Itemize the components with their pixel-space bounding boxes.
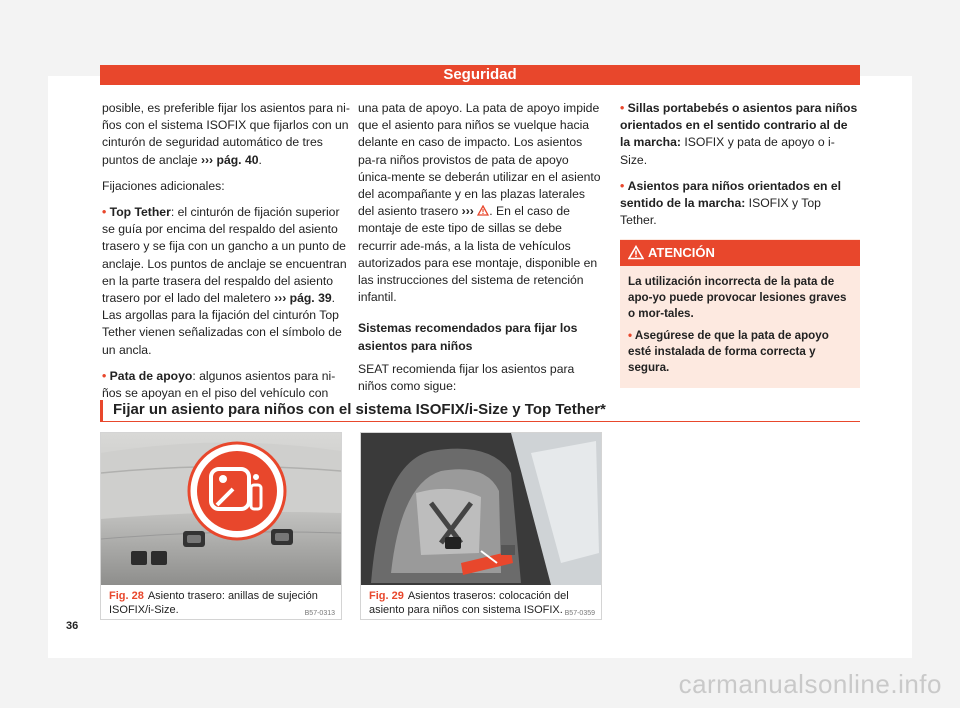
paragraph: una pata de apoyo. La pata de apoyo impide que el asiento para niños se vuelque hacia delante en caso de impacto. Los asientos pa-ra niños provistos de pata de apoyo única-mente se deberán utilizar en el asiento del acompañante y en las plazas laterales del asiento trasero ››› . En el caso de montaje de este tipo de sillas se debe recurrir ade-más, a la lista de vehículos autorizados para ese montaje, disponible en las instrucciones del sistema de retención infantil. <box>358 101 601 305</box>
column-3 <box>620 100 860 388</box>
warning-icon <box>477 205 489 216</box>
figure-code: B57-0359 <box>564 610 595 617</box>
figure-28 <box>100 432 342 620</box>
figure-caption: Fig. 29 Asientos traseros: colocación del asiento para niños con sistema ISOFIX. <box>369 590 569 616</box>
bullet-icon: • <box>102 368 107 383</box>
warning-box <box>620 239 860 388</box>
warning-body: La utilización incorrecta de la pata de apo-yo puede provocar lesiones graves o mor-tales. • Asegúrese de que la pata de apoyo esté instalada de forma correcta y segura. <box>628 275 847 375</box>
column-1 <box>102 100 354 411</box>
figure-caption: Fig. 28 Asiento trasero: anillas de sujeción ISOFIX/i-Size. <box>109 590 318 616</box>
section-title: Fijar un asiento para niños con el sistema ISOFIX/i-Size y Top Tether* <box>100 400 860 422</box>
paragraph: Fijaciones adicionales: <box>102 178 225 193</box>
page-number: 36 <box>66 620 79 632</box>
bullet-icon: • <box>620 178 625 193</box>
isofix-seat-illustration <box>101 433 341 585</box>
subheading: Sistemas recomendados para fijar los asientos para niños <box>358 321 578 353</box>
bullet-icon: • <box>102 205 107 220</box>
watermark: carmanualsonline.info <box>678 669 942 699</box>
figure-image <box>361 433 601 585</box>
paragraph: posible, es preferible fijar los asientos para ni-ños con el sistema ISOFIX que fijarlos con un cinturón de seguridad automático de tres puntos de anclaje ››› pág. 40. <box>102 101 350 167</box>
list-item: • Top Tether: el cinturón de fijación superior se guía por encima del respaldo del asiento trasero y se fija con un gancho a un punto de anclaje. Los puntos de anclaje se encuentran en la parte trasera del respaldo del asiento trasero por el lado del maletero ››› pág. 39. Las argollas para la fijación del cinturón Top Tether vienen señalizadas con el símbolo de un ancla. <box>102 205 347 357</box>
warning-icon <box>628 245 644 260</box>
list-item: • Pata de apoyo: algunos asientos para ni-ños se apoyan en el piso del vehículo con <box>102 368 336 401</box>
list-item: • Asientos para niños orientados en el sentido de la marcha: ISOFIX y Top Tether. <box>620 178 842 228</box>
page-header: Seguridad <box>100 65 860 85</box>
figure-code: B57-0313 <box>304 610 335 617</box>
warning-title: ATENCIÓN <box>648 245 715 261</box>
figure-image <box>101 433 341 585</box>
warning-header <box>620 240 860 266</box>
page-reference[interactable]: ››› <box>461 204 474 219</box>
list-item: • Sillas portabebés o asientos para niños orientados en el sentido contrario al de la marcha: ISOFIX y pata de apoyo o i-Size. <box>620 101 858 167</box>
child-seat-illustration <box>361 433 601 585</box>
bullet-icon: • <box>620 101 625 115</box>
bullet-icon: • <box>628 329 633 343</box>
figure-29 <box>360 432 602 620</box>
page-reference[interactable]: ››› pág. 39 <box>274 291 332 306</box>
page-reference[interactable]: ››› pág. 40 <box>200 152 259 167</box>
column-2 <box>358 100 602 404</box>
paragraph: SEAT recomienda fijar los asientos para niños como sigue: <box>358 361 575 394</box>
